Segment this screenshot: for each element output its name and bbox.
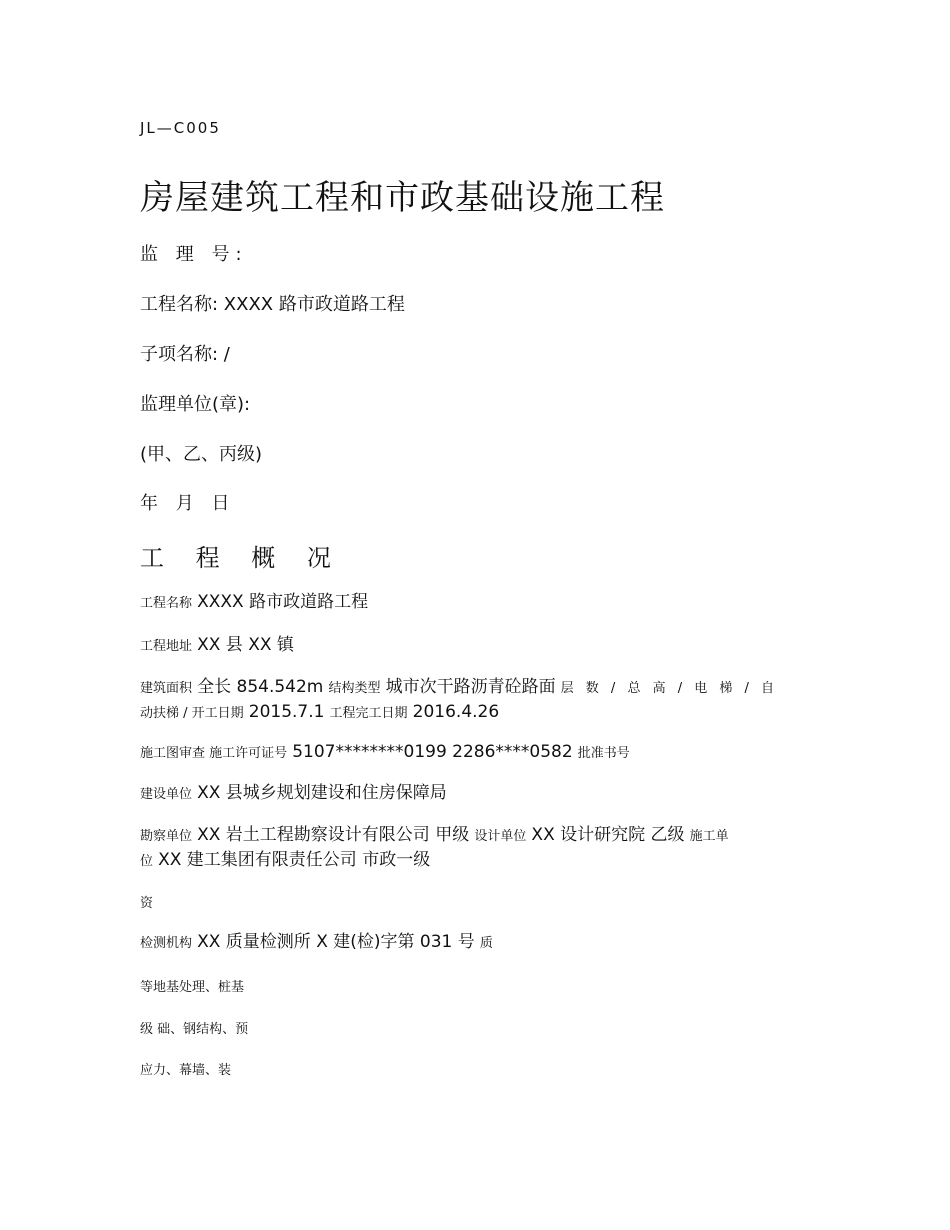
label: 施工单 (689, 829, 729, 844)
label: 工程名称 (140, 596, 193, 611)
value: XX 建工集团有限责任公司 市政一级 (158, 850, 431, 870)
overview-units-row (140, 823, 805, 873)
label: 动扶梯 / 开工日期 (140, 706, 244, 721)
value: XX 设计研究院 乙级 (531, 825, 685, 845)
overview-line-c (140, 1057, 805, 1082)
label: 质 (479, 936, 493, 951)
label: 建筑面积 (140, 681, 193, 696)
label: 层 数 / 总 高 / 电 梯 / 自 (560, 681, 779, 696)
document-title: 房屋建筑工程和市政基础设施工程 (140, 178, 665, 218)
supervision-number: 监 理 号: (140, 244, 248, 265)
overview-project-name-row (140, 590, 805, 615)
label: 位 (140, 854, 154, 869)
overview-permit-row (140, 740, 805, 765)
value: XX 岩土工程勘察设计有限公司 甲级 (197, 825, 470, 845)
label: 工程完工日期 (329, 706, 408, 721)
overview-testing-row (140, 930, 805, 955)
value: XX 县 XX 镇 (197, 635, 294, 655)
label: 勘察单位 (140, 829, 193, 844)
label: 结构类型 (328, 681, 381, 696)
label: 批准书号 (577, 746, 630, 761)
label: 检测机构 (140, 936, 193, 951)
value: XX 质量检测所 X 建(检)字第 031 号 (197, 932, 475, 952)
value: 5107********0199 2286****0582 (292, 742, 573, 762)
text: 级 础、钢结构、预 (140, 1022, 249, 1037)
value: XX 县城乡规划建设和住房保障局 (197, 783, 447, 803)
cover-grade: (甲、乙、丙级) (140, 444, 263, 465)
label: 工程地址 (140, 639, 193, 654)
value: 2015.7.1 (248, 702, 325, 722)
value: 城市次干路沥青砼路面 (385, 677, 556, 697)
form-code: JL—C005 (140, 119, 221, 137)
cover-date: 年 月 日 (140, 493, 236, 514)
cover-supervisor-unit: 监理单位(章): (140, 394, 251, 415)
overview-heading: 工 程 概 况 (140, 544, 343, 572)
label: 设计单位 (474, 829, 527, 844)
cover-sub-item: 子项名称: / (140, 344, 230, 365)
overview-owner-row (140, 781, 805, 806)
overview-address-row (140, 633, 805, 658)
value: 2016.4.26 (412, 702, 500, 722)
label: 资 (140, 896, 154, 911)
overview-qual-row (140, 890, 805, 915)
text: 等地基处理、桩基 (140, 980, 245, 995)
cover-project-name: 工程名称: XXXX 路市政道路工程 (140, 294, 405, 315)
value: 全长 854.542m (197, 677, 324, 697)
label: 建设单位 (140, 787, 193, 802)
value: XXXX 路市政道路工程 (197, 592, 369, 612)
overview-line-b (140, 1016, 805, 1041)
overview-line-a (140, 974, 805, 999)
text: 应力、幕墙、装 (140, 1063, 232, 1078)
overview-area-row (140, 675, 805, 725)
label: 施工图审查 施工许可证号 (140, 746, 288, 761)
